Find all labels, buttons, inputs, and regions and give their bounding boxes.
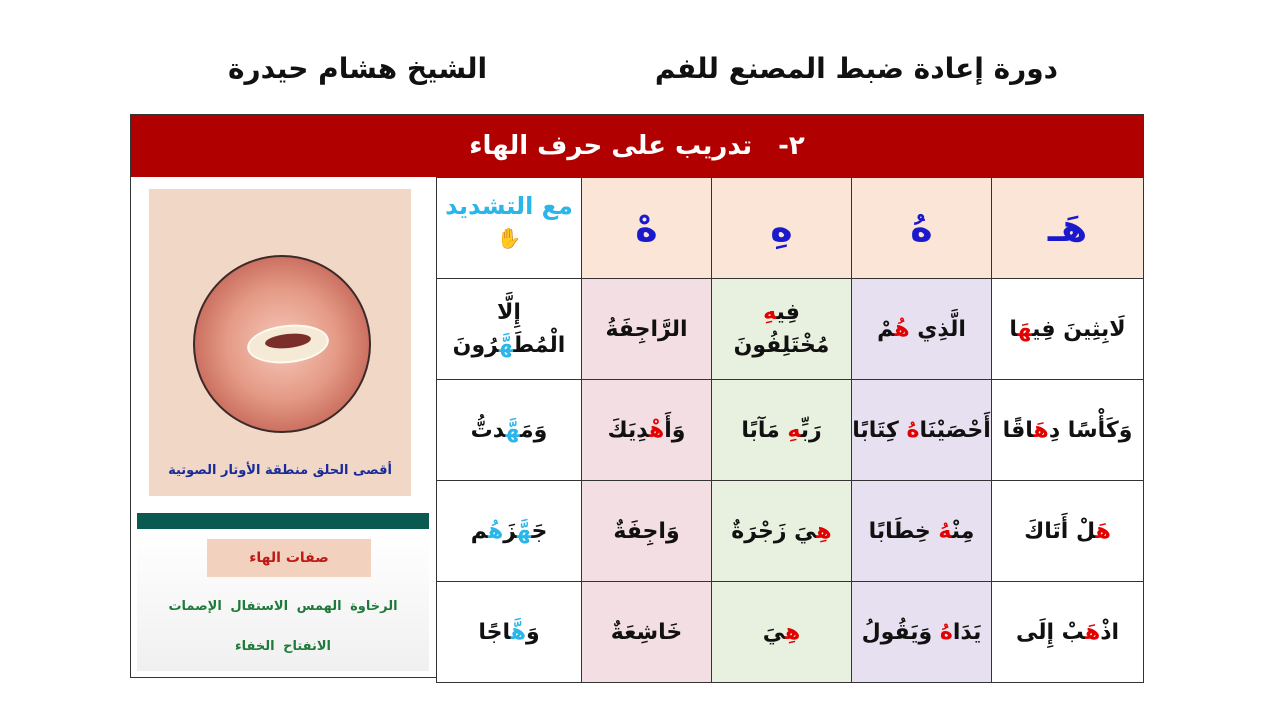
cell-kasra xyxy=(712,481,852,582)
table-row xyxy=(437,380,1144,481)
traits-line-2: الانفتاح الخفاء xyxy=(234,639,332,654)
lesson-title: تدريب على حرف الهاء xyxy=(469,131,753,161)
word: الَّذِي هُمْ xyxy=(877,316,966,342)
word: إِلَّا الْمُطَهَّرُونَ xyxy=(452,300,566,358)
word: وَاجِفَةٌ xyxy=(613,518,680,544)
cell-fatha xyxy=(992,380,1144,481)
word: وَكَأْسًا دِهَاقًا xyxy=(1002,417,1133,443)
word: هَلْ أَتَاكَ xyxy=(1024,518,1111,544)
sheikh-name: الشيخ هشام حيدرة xyxy=(228,52,488,85)
cell-sukun xyxy=(582,380,712,481)
word: اذْهَبْ إِلَى xyxy=(1015,619,1120,645)
lesson-banner xyxy=(131,115,1143,177)
word: الرَّاجِفَةُ xyxy=(605,316,688,342)
larynx-photo-card xyxy=(149,189,411,496)
shadda-label: مع التشديد xyxy=(445,192,573,220)
cell-shadda xyxy=(437,380,582,481)
cell-damma xyxy=(852,582,992,683)
traits-card xyxy=(137,533,429,671)
cell-kasra xyxy=(712,380,852,481)
word: هِيَ زَجْرَةٌ xyxy=(731,518,832,544)
cell-shadda xyxy=(437,279,582,380)
word: خَاشِعَةٌ xyxy=(610,619,683,645)
word: لَابِثِينَ فِيهَا xyxy=(1009,316,1126,342)
header-damma: هُ xyxy=(852,178,992,279)
course-title: دورة إعادة ضبط المصنع للفم xyxy=(654,52,1058,85)
cell-sukun xyxy=(582,481,712,582)
larynx-image xyxy=(193,255,371,433)
table-row xyxy=(437,481,1144,582)
table-row xyxy=(437,279,1144,380)
word: رَبِّهِ مَآبًا xyxy=(741,417,822,443)
hand-pointer-icon: ✋ xyxy=(496,226,522,250)
cell-damma xyxy=(852,481,992,582)
word: يَدَاهُ وَيَقُولُ xyxy=(861,619,982,645)
cell-sukun xyxy=(582,582,712,683)
lesson-board xyxy=(130,114,1144,678)
cell-fatha xyxy=(992,279,1144,380)
cell-sukun xyxy=(582,279,712,380)
table-row xyxy=(437,582,1144,683)
cell-damma xyxy=(852,279,992,380)
divider-bar xyxy=(137,513,429,529)
word: مِنْهُ خِطَابًا xyxy=(868,518,975,544)
cell-kasra xyxy=(712,279,852,380)
header-kasra: هِ xyxy=(712,178,852,279)
word: هِيَ xyxy=(762,619,801,645)
header-sukun: هْ xyxy=(582,178,712,279)
lesson-number: ٢- xyxy=(778,131,805,161)
word: فِيهِ مُخْتَلِفُونَ xyxy=(733,300,830,358)
word: وَهَّاجًا xyxy=(478,619,540,645)
cell-damma xyxy=(852,380,992,481)
header-row xyxy=(437,178,1144,279)
header-fatha: هَـ xyxy=(992,178,1144,279)
cell-shadda xyxy=(437,481,582,582)
side-panel xyxy=(131,177,436,677)
word: وَمَهَّدتُّ xyxy=(470,417,548,443)
traits-title: صفات الهاء xyxy=(207,539,371,577)
photo-caption: أقصى الحلق منطقة الأوتار الصوتية xyxy=(168,463,392,478)
traits-line-1: الرخاوة الهمس الاستفال الإصمات xyxy=(168,599,398,614)
cell-shadda xyxy=(437,582,582,683)
word: وَأَهْدِيَكَ xyxy=(607,417,686,443)
word: جَهَّزَهُم xyxy=(470,518,548,544)
cell-kasra xyxy=(712,582,852,683)
cell-fatha xyxy=(992,481,1144,582)
practice-table xyxy=(436,177,1144,683)
header-shadda xyxy=(437,178,582,279)
cell-fatha xyxy=(992,582,1144,683)
word: أَحْصَيْنَاهُ كِتَابًا xyxy=(852,417,991,443)
